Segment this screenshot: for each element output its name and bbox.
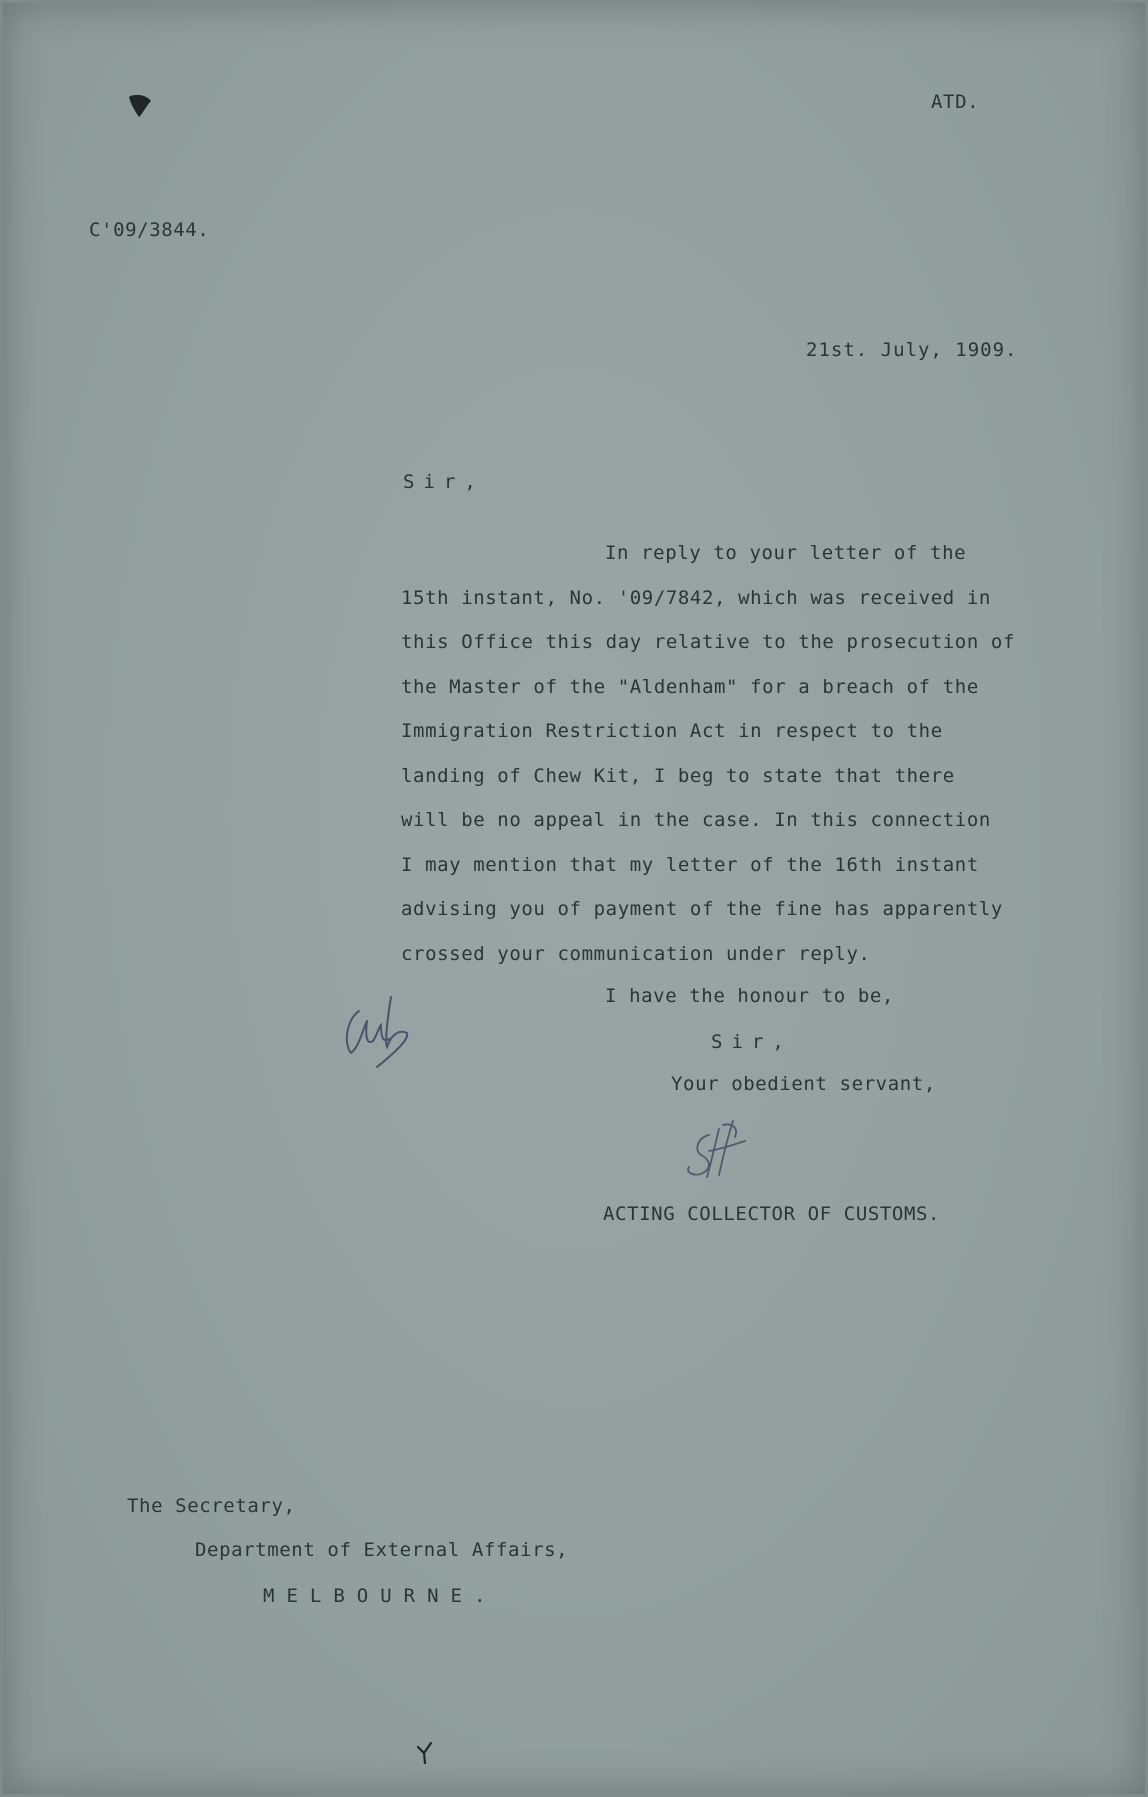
body-line: the Master of the "Aldenham" for a breach of the — [401, 675, 979, 698]
addressee-name: The Secretary, — [127, 1495, 296, 1517]
letter-page — [3, 3, 1145, 1794]
addressee-department: Department of External Affairs, — [195, 1539, 569, 1561]
body-line: I may mention that my letter of the 16th instant — [401, 853, 979, 876]
ink-blot-icon — [125, 91, 155, 121]
tick-mark-icon — [415, 1739, 435, 1765]
body-line: Immigration Restriction Act in respect to the — [401, 720, 943, 742]
file-mark: ATD. — [931, 91, 980, 113]
letter-body — [401, 531, 1101, 976]
signatory-title: ACTING COLLECTOR OF CUSTOMS. — [603, 1203, 941, 1225]
letter-date: 21st. July, 1909. — [806, 339, 1018, 361]
body-line: advising you of payment of the fine has apparently — [401, 898, 1003, 920]
handwritten-initials-icon — [337, 981, 417, 1071]
body-line: 15th instant, No. '09/7842, which was received in — [401, 586, 991, 609]
body-line: this Office this day relative to the prosecution of — [401, 631, 1015, 653]
body-line: landing of Chew Kit, I beg to state that there — [401, 764, 955, 787]
handwritten-signature-icon — [679, 1115, 759, 1185]
addressee-city: MELBOURNE. — [263, 1585, 498, 1607]
body-line: will be no appeal in the case. In this connection — [401, 809, 991, 831]
reference-number: C'09/3844. — [89, 219, 210, 241]
salutation: Sir, — [403, 471, 485, 493]
body-line: In reply to your letter of the — [605, 542, 967, 564]
closing-line: Your obedient servant, — [671, 1073, 936, 1095]
body-line: crossed your communication under reply. — [401, 942, 871, 965]
closing-line: I have the honour to be, — [605, 985, 894, 1007]
closing-salutation: Sir, — [711, 1031, 793, 1053]
